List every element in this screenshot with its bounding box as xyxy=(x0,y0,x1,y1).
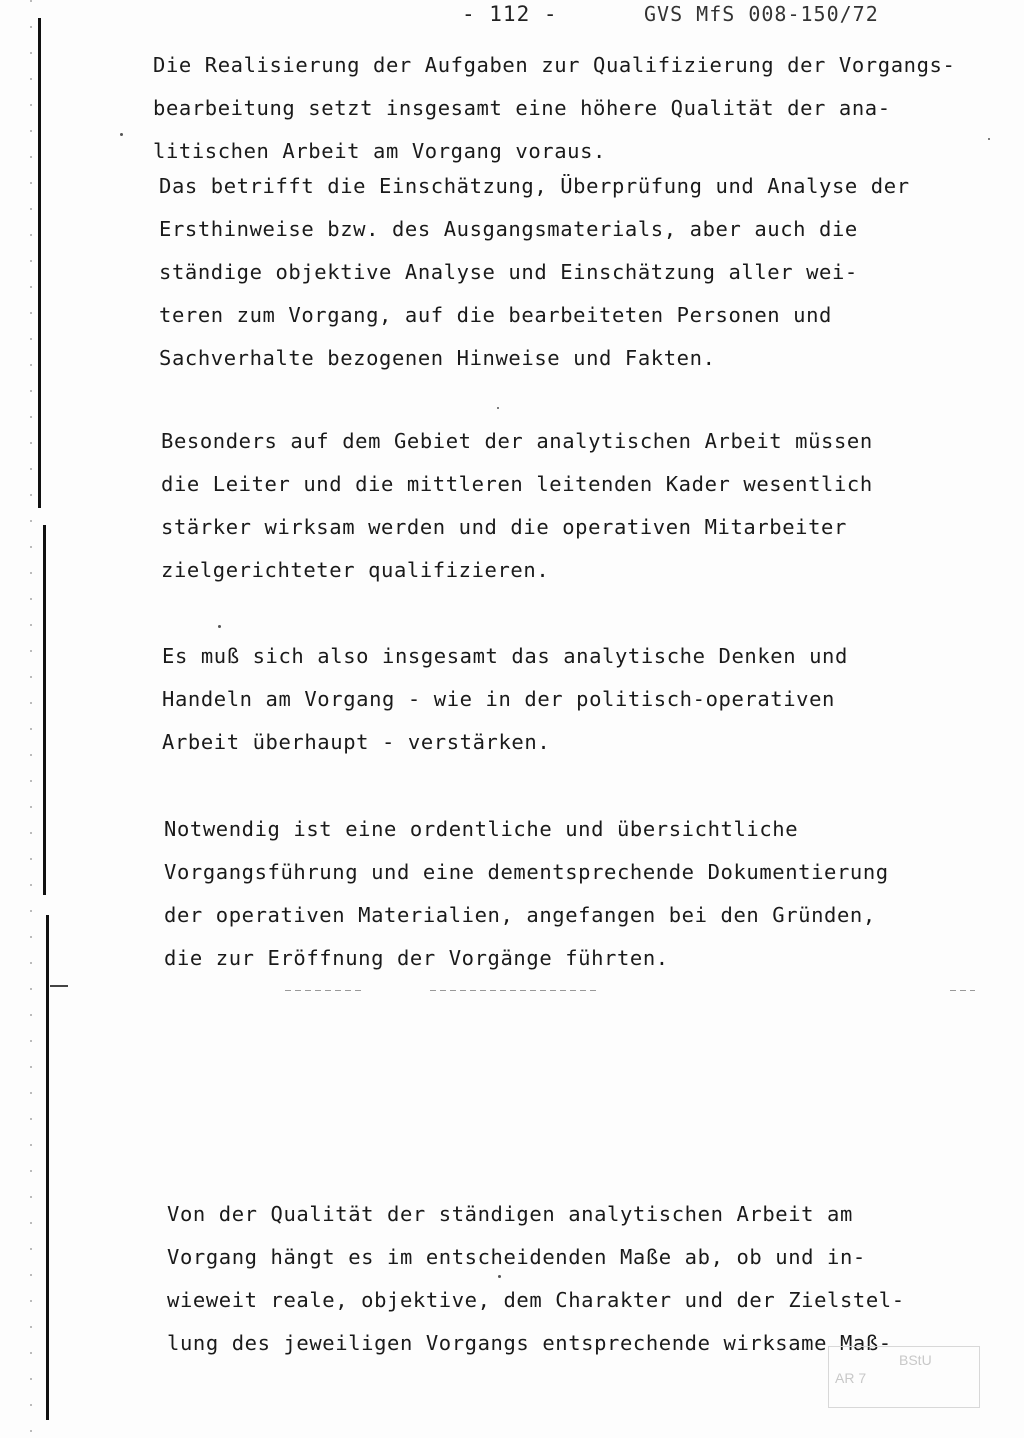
stamp-line: BStU xyxy=(899,1352,932,1368)
paragraph xyxy=(164,808,889,980)
text-line: Es muß sich also insgesamt das analytische Denken und xyxy=(162,644,848,668)
faint-dash-line xyxy=(950,990,975,991)
speck xyxy=(218,625,221,628)
text-line: Handeln am Vorgang - wie in der politisch-operativen xyxy=(162,687,835,711)
text-line: die zur Eröffnung der Vorgänge führten. xyxy=(164,946,669,970)
page-number: - 112 - xyxy=(462,2,558,26)
text-line: Vorgang hängt es im entscheidenden Maße ab, ob und in- xyxy=(167,1245,866,1269)
binding-mark xyxy=(38,18,41,508)
binding-mark xyxy=(43,525,46,895)
text-line: Sachverhalte bezogenen Hinweise und Fakten. xyxy=(159,346,716,370)
speck xyxy=(120,133,123,136)
text-line: stärker wirksam werden und die operativen Mitarbeiter xyxy=(161,515,847,539)
paragraph xyxy=(159,165,910,380)
faint-dash-line xyxy=(285,990,365,991)
text-line: Notwendig ist eine ordentliche und übersichtliche xyxy=(164,817,799,841)
paragraph xyxy=(153,44,955,173)
text-line: der operativen Materialien, angefangen bei den Gründen, xyxy=(164,903,876,927)
text-line: die Leiter und die mittleren leitenden Kader wesentlich xyxy=(161,472,873,496)
stamp-line: AR 7 xyxy=(835,1370,867,1386)
text-line: Das betrifft die Einschätzung, Überprüfung und Analyse der xyxy=(159,174,910,198)
faint-dash-line xyxy=(430,990,600,991)
text-line: bearbeitung setzt insgesamt eine höhere Qualität der ana- xyxy=(153,96,891,120)
text-line: Ersthinweise bzw. des Ausgangsmaterials, aber auch die xyxy=(159,217,858,241)
archive-stamp xyxy=(828,1346,980,1408)
speck xyxy=(497,407,499,409)
document-reference: GVS MfS 008-150/72 xyxy=(644,2,879,26)
text-line: zielgerichteter qualifizieren. xyxy=(161,558,550,582)
text-line: Die Realisierung der Aufgaben zur Qualifizierung der Vorgangs- xyxy=(153,53,956,77)
margin-tick xyxy=(50,985,68,987)
text-line: Arbeit überhaupt - verstärken. xyxy=(162,730,551,754)
text-line: wieweit reale, objektive, dem Charakter und der Zielstel- xyxy=(167,1288,905,1312)
text-line: Vorgangsführung und eine dementsprechende Dokumentierung xyxy=(164,860,889,884)
margin-specks xyxy=(30,0,32,1438)
text-line: litischen Arbeit am Vorgang voraus. xyxy=(153,139,606,163)
text-line: Besonders auf dem Gebiet der analytischen Arbeit müssen xyxy=(161,429,873,453)
text-line: lung des jeweiligen Vorgangs entsprechende wirksame Maß- xyxy=(167,1331,892,1355)
binding-mark xyxy=(46,915,49,1420)
text-line: Von der Qualität der ständigen analytischen Arbeit am xyxy=(167,1202,853,1226)
speck xyxy=(988,138,990,140)
paragraph xyxy=(167,1193,905,1365)
paragraph xyxy=(162,635,848,764)
text-line: teren zum Vorgang, auf die bearbeiteten Personen und xyxy=(159,303,832,327)
text-line: ständige objektive Analyse und Einschätzung aller wei- xyxy=(159,260,858,284)
paragraph xyxy=(161,420,873,592)
